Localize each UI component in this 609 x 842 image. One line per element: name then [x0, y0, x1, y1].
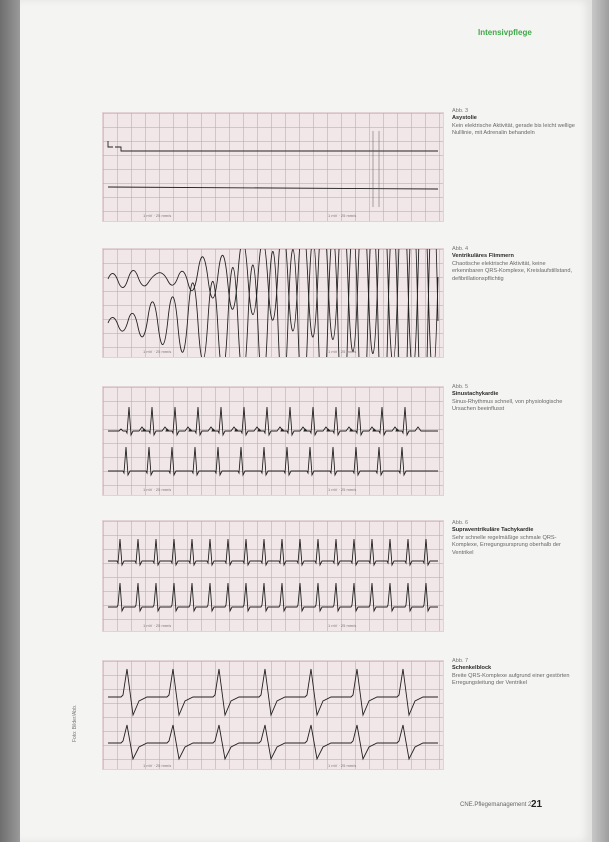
- figure-title: Sinustachykardie: [452, 391, 499, 398]
- svg-text:1 mV · 25 mm/s: 1 mV · 25 mm/s: [328, 213, 357, 218]
- footer-magazine: CNE.Pflegemanagement 2: [460, 802, 532, 808]
- photo-credit: Foto: Bilder/Abb.: [72, 704, 78, 742]
- figure-caption-3: [452, 384, 577, 414]
- figure-caption-5: [452, 658, 577, 688]
- svg-text:1 mV · 25 mm/s: 1 mV · 25 mm/s: [143, 213, 172, 218]
- ecg-strip-bundle-branch-block: [102, 660, 444, 770]
- figure-number: Abb. 3: [452, 108, 469, 114]
- binding-shadow: [0, 0, 20, 842]
- figure-number: Abb. 5: [452, 384, 469, 390]
- figure-caption-1: [452, 108, 577, 138]
- svg-text:1 mV · 25 mm/s: 1 mV · 25 mm/s: [328, 623, 357, 628]
- figure-caption-4: [452, 520, 577, 557]
- figure-description: Chaotische elektrische Aktivität, keine erkennbaren QRS-Komplexe, Kreislaufstillstand, defibrillationspflichtig: [452, 260, 573, 282]
- figure-title: Supraventrikuläre Tachykardie: [452, 527, 534, 534]
- svg-text:1 mV · 25 mm/s: 1 mV · 25 mm/s: [143, 487, 172, 492]
- ecg-strip-svt: [102, 520, 444, 632]
- figure-title: Ventrikuläres Flimmern: [452, 253, 514, 260]
- ecg-strip-sinus-tachy: [102, 386, 444, 496]
- svg-text:1 mV · 25 mm/s: 1 mV · 25 mm/s: [328, 487, 357, 492]
- svg-text:1 mV · 25 mm/s: 1 mV · 25 mm/s: [328, 763, 357, 768]
- ecg-strip-asystole: [102, 112, 444, 222]
- ecg-strip-vfib: [102, 248, 444, 358]
- figure-number: Abb. 7: [452, 658, 469, 664]
- svg-text:1 mV · 25 mm/s: 1 mV · 25 mm/s: [328, 349, 357, 354]
- figure-number: Abb. 4: [452, 246, 469, 252]
- figure-description: Kein elektrische Aktivität, gerade bis leicht wellige Nulllinie, mit Adrenalin behandeln: [452, 122, 575, 137]
- svg-text:1 mV · 25 mm/s: 1 mV · 25 mm/s: [143, 763, 172, 768]
- figure-description: Breite QRS-Komplexe aufgrund einer gestörten Erregungsleitung der Ventrikel: [452, 672, 570, 687]
- figure-description: Sehr schnelle regelmäßige schmale QRS-Komplexe, Erregungsursprung oberhalb der Ventrikel: [452, 534, 561, 556]
- svg-text:1 mV · 25 mm/s: 1 mV · 25 mm/s: [143, 349, 172, 354]
- svg-text:1 mV · 25 mm/s: 1 mV · 25 mm/s: [143, 623, 172, 628]
- page-edge: [592, 0, 609, 842]
- page-number: 21: [531, 799, 543, 810]
- figure-description: Sinus-Rhythmus schnell, von physiologische Ursachen beeinflusst: [452, 398, 563, 413]
- figure-caption-2: [452, 246, 577, 283]
- figure-title: Asystolie: [452, 115, 477, 122]
- section-header: Intensivpflege: [478, 28, 532, 37]
- figure-title: Schenkelblock: [452, 665, 492, 672]
- figure-number: Abb. 6: [452, 520, 469, 526]
